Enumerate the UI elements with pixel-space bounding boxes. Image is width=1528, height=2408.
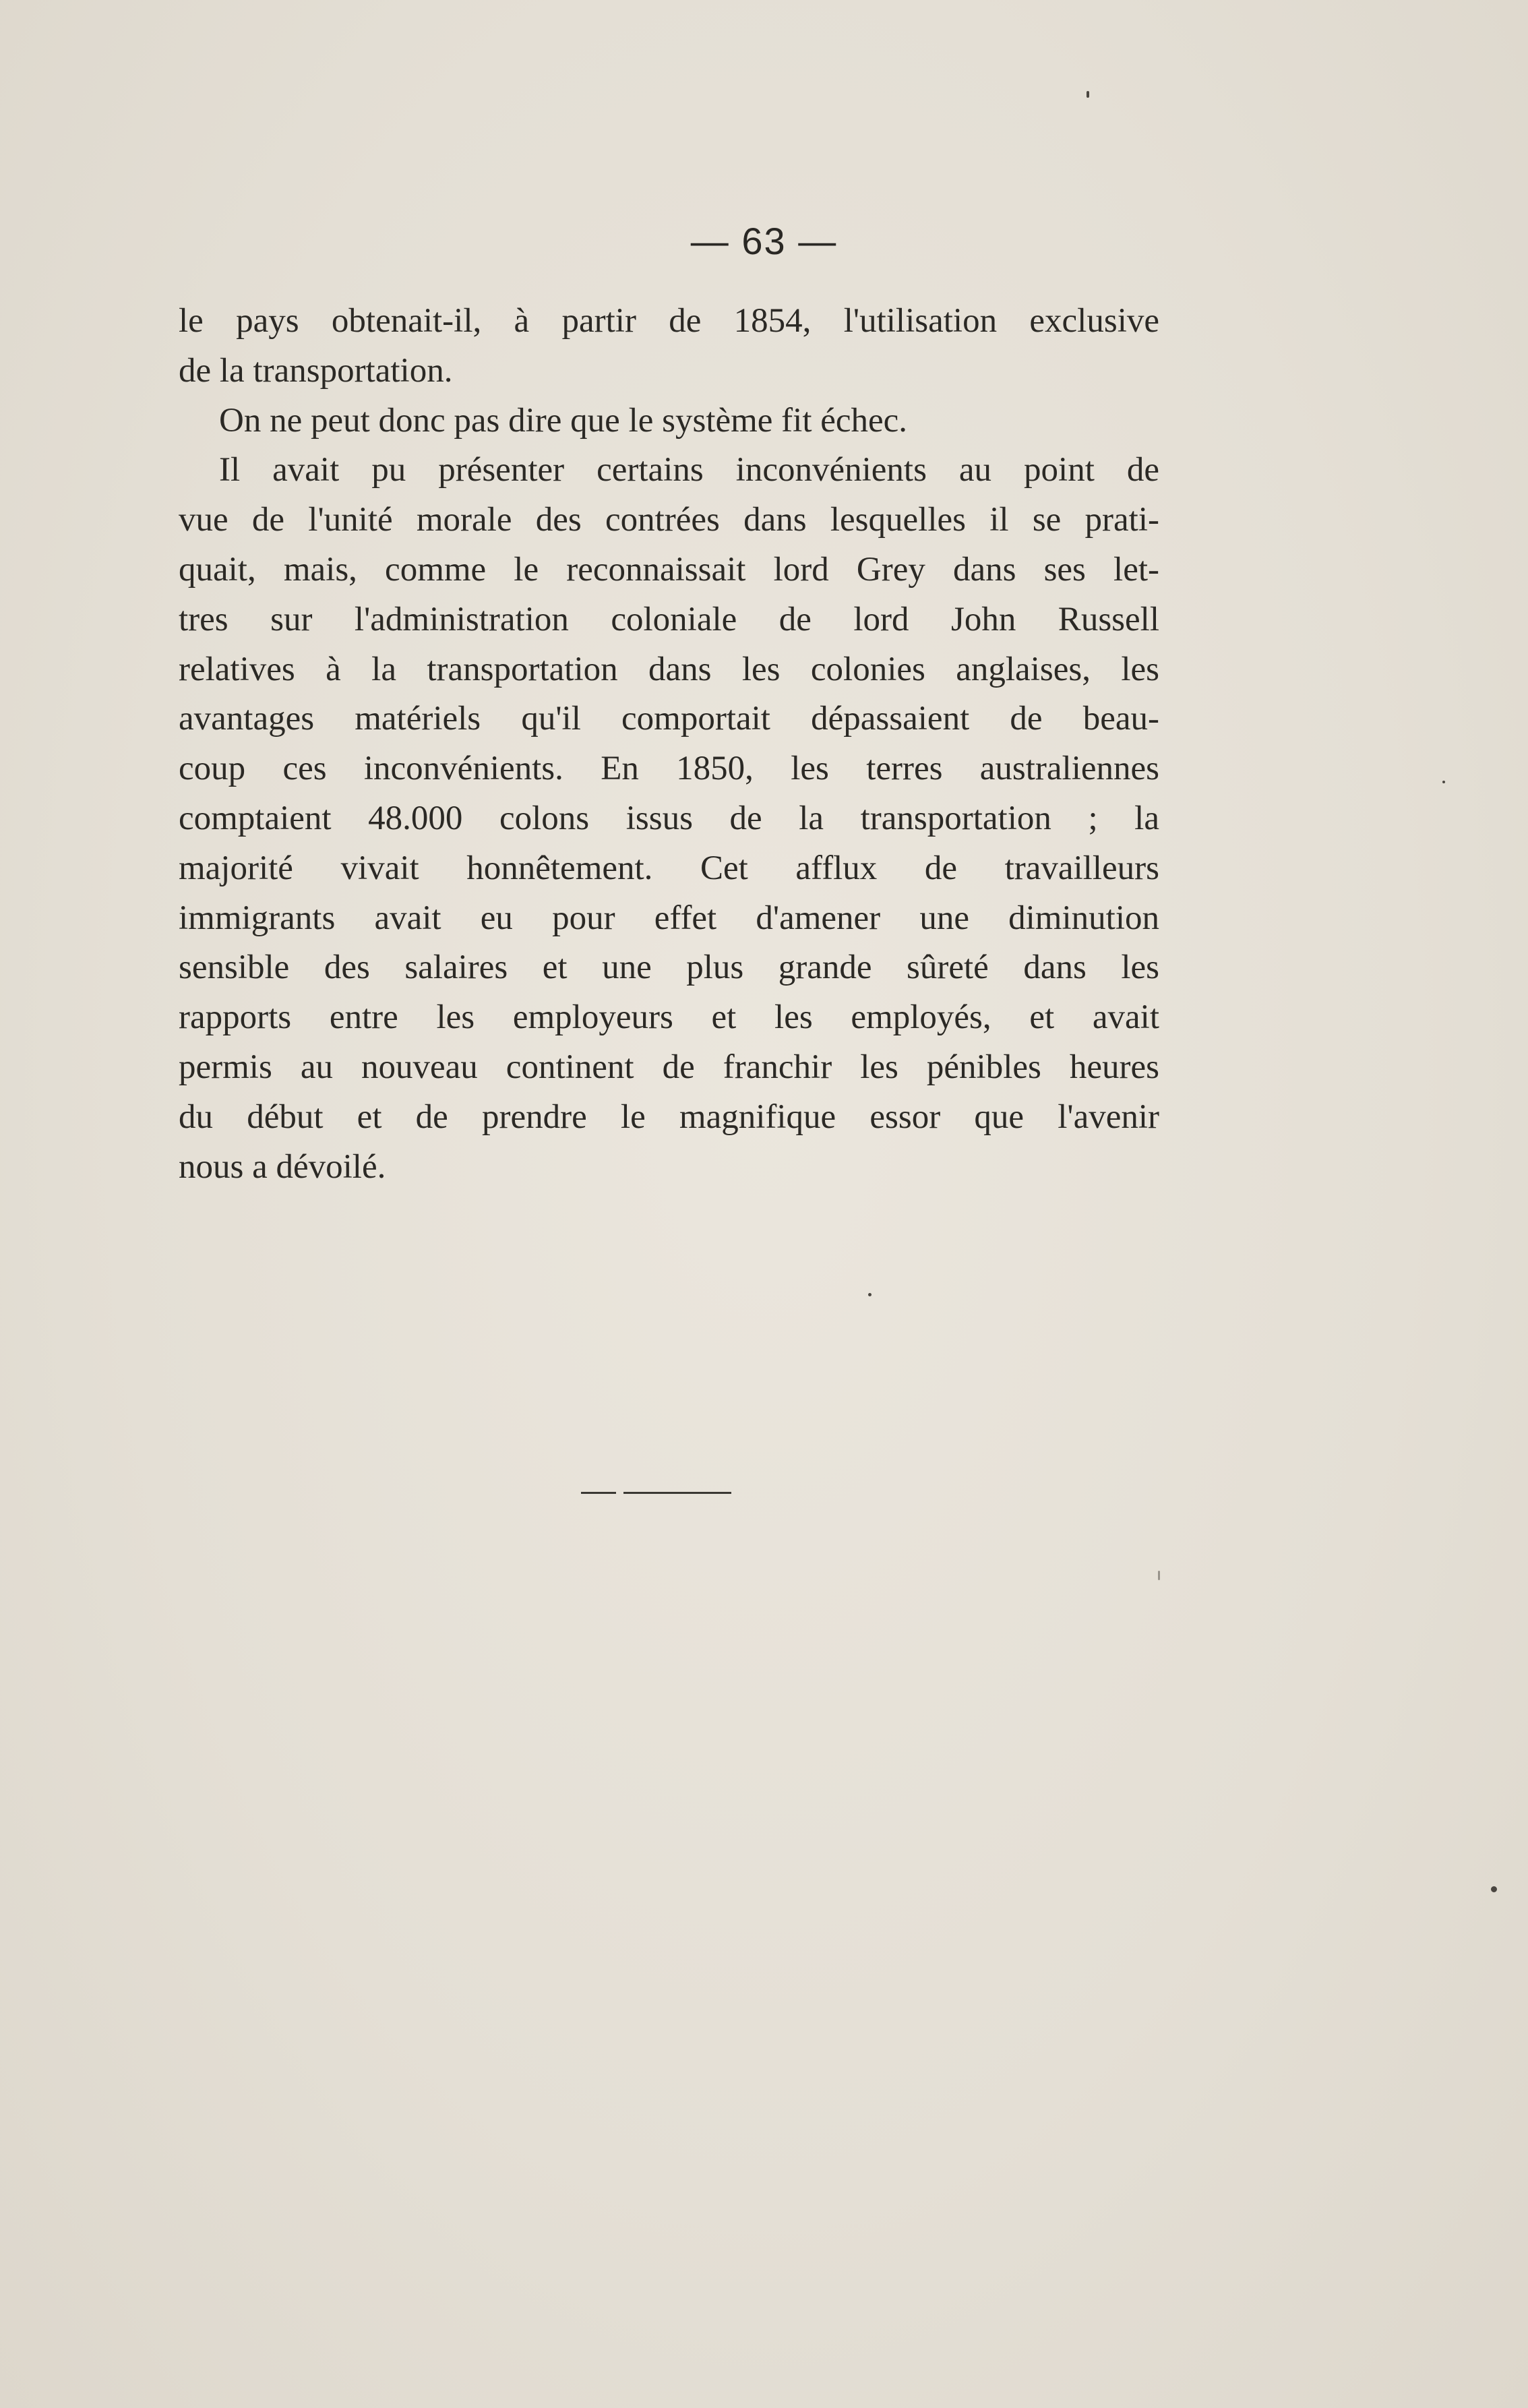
text-line: du début et de prendre le magnifique essor que l'avenir xyxy=(179,1097,1159,1136)
paper-speck xyxy=(868,1293,872,1296)
page-number: — 63 — xyxy=(690,220,838,262)
paper-speck xyxy=(1158,1571,1160,1580)
paper-speck xyxy=(1442,781,1445,783)
text-line: majorité vivait honnêtement. Cet afflux de travailleurs xyxy=(179,849,1159,887)
text-line: vue de l'unité morale des contrées dans lesquelles il se prati- xyxy=(179,501,1159,539)
text-line: permis au nouveau continent de franchir les pénibles heures xyxy=(179,1048,1159,1086)
text-line: relatives à la transportation dans les colonies anglaises, les xyxy=(179,650,1159,688)
paper-speck xyxy=(1087,91,1089,98)
text-line: le pays obtenait-il, à partir de 1854, l'utilisation exclusive xyxy=(179,302,1159,340)
text-line: rapports entre les employeurs et les employés, et avait xyxy=(179,998,1159,1037)
text-line: immigrants avait eu pour effet d'amener une diminution xyxy=(179,899,1159,937)
text-line: quait, mais, comme le reconnaissait lord Grey dans ses let- xyxy=(179,550,1159,589)
text-line: nous a dévoilé. xyxy=(179,1147,386,1186)
end-rule-line xyxy=(623,1492,731,1494)
text-line: Il avait pu présenter certains inconvénients au point de xyxy=(219,451,1159,489)
text-line: tres sur l'administration coloniale de lord John Russell xyxy=(179,600,1159,638)
text-line: On ne peut donc pas dire que le système fit échec. xyxy=(219,401,908,440)
text-line: coup ces inconvénients. En 1850, les terres australiennes xyxy=(179,750,1159,788)
text-line: avantages matériels qu'il comportait dépassaient de beau- xyxy=(179,700,1159,738)
body-text xyxy=(179,297,1159,1192)
text-line: de la transportation. xyxy=(179,351,453,390)
text-line: comptaient 48.000 colons issus de la transportation ; la xyxy=(179,799,1159,837)
paper-speck xyxy=(1491,1886,1497,1892)
end-rule-dash xyxy=(581,1492,616,1494)
text-line: sensible des salaires et une plus grande sûreté dans les xyxy=(179,949,1159,987)
